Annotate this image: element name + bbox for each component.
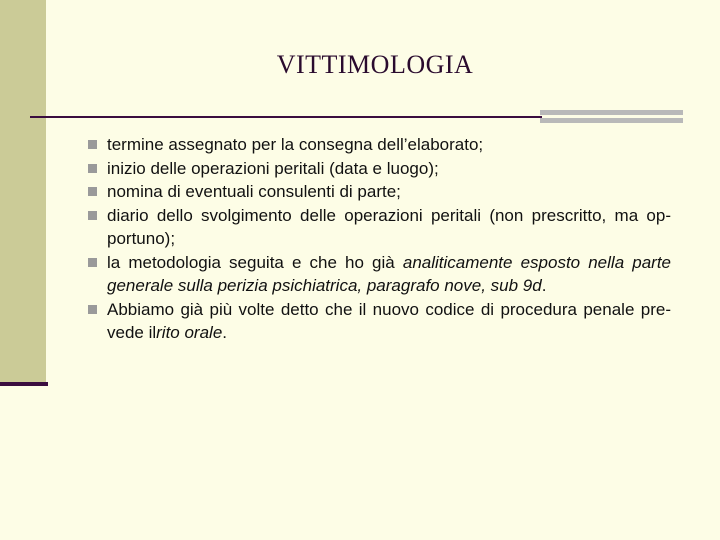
list-item-text [107,253,671,296]
bullet-square-icon [88,305,97,314]
list-item-text-plain: . [222,323,228,342]
list-item-text: diario dello svolgimento delle operazioni peritali (non prescritto, ma op-portuno); [107,205,671,248]
bullet-square-icon [88,258,97,267]
title-underline-accent-2 [540,118,683,123]
list-item-text [107,300,671,343]
title-underline-accent [540,110,683,115]
sidebar-band [0,0,46,384]
bullet-square-icon [88,164,97,173]
list-item-text-plain: . [541,276,547,295]
list-item [88,180,671,204]
list-item [88,157,671,181]
list-item [88,204,671,251]
bullet-list [88,133,671,345]
list-item-text-emphasis: rito orale [156,323,223,342]
list-item [88,133,671,157]
slide-title: VITTIMOLOGIA [276,50,474,79]
sidebar-accent [0,382,48,386]
title-underline [30,116,542,118]
list-item-text: termine assegnato per la consegna dell’elaborato; [107,135,484,154]
list-item-text-emphasis: analiticamente esposto nella parte generale sulla perizia psichiatrica, paragrafo nove, sub 9d [107,252,671,295]
list-item-text-plain: la metodologia seguita e che ho già [107,252,403,272]
bullet-square-icon [88,140,97,149]
bullet-square-icon [88,187,97,196]
list-item [88,251,671,298]
list-item-text: inizio delle operazioni peritali (data e luogo); [107,158,439,178]
list-item-text-plain: Abbiamo già più volte detto che il nuovo codice di procedura penale pre-vede il [107,299,671,342]
list-item [88,298,671,345]
list-item-text: nomina di eventuali consulenti di parte; [107,182,401,201]
bullet-square-icon [88,211,97,220]
